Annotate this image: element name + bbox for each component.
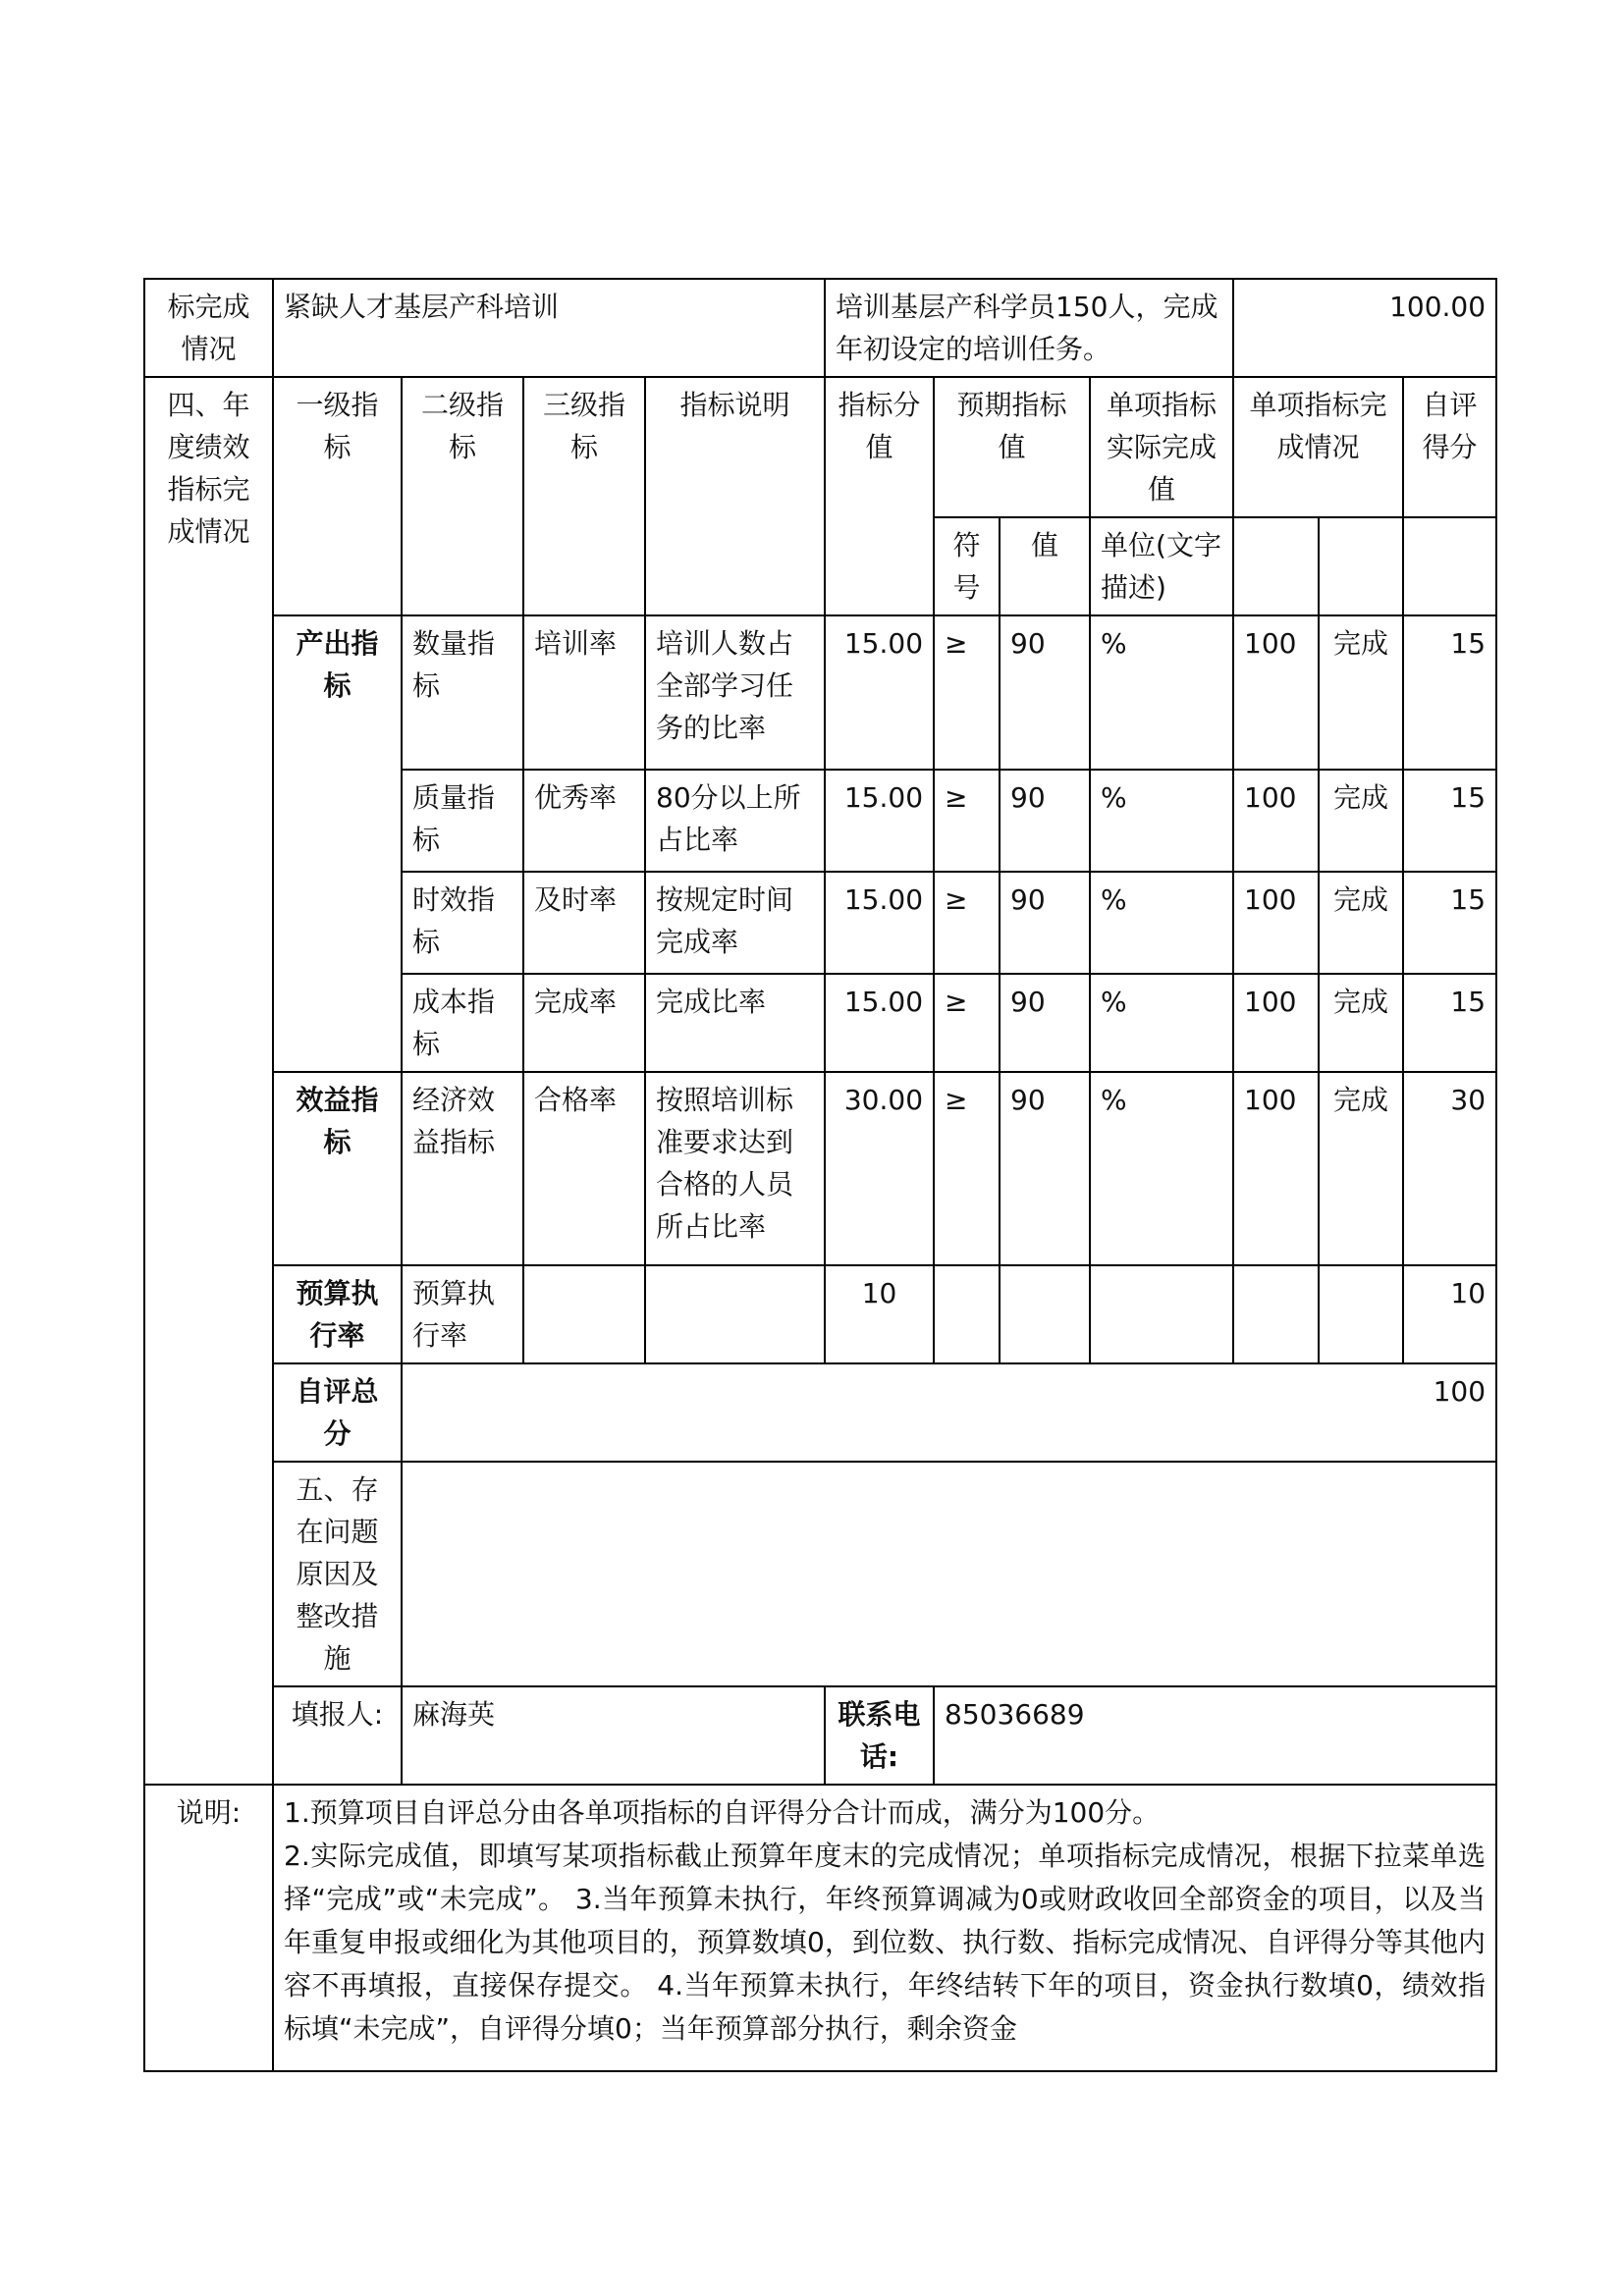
empty-cell	[1233, 1265, 1319, 1363]
table-row	[144, 1072, 1496, 1265]
budget-indicator-label: 预算执行率	[273, 1265, 402, 1363]
self-score-cell: 10	[1403, 1265, 1496, 1363]
self-score-cell: 15	[1403, 615, 1496, 770]
self-score-cell: 15	[1403, 770, 1496, 872]
header-symbol: 符号	[934, 517, 1000, 615]
level2-cell: 时效指标	[402, 872, 523, 974]
score-cell: 15.00	[825, 974, 934, 1072]
performance-table	[143, 278, 1497, 2072]
header-score-value: 指标分值	[825, 377, 934, 615]
symbol-cell: ≥	[934, 1072, 1000, 1265]
filler-row	[144, 1686, 1496, 1785]
header-level1: 一级指标	[273, 377, 402, 615]
note-line-1: 1.预算项目自评总分由各单项指标的自评得分合计而成，满分为100分。	[284, 1796, 1161, 1829]
unit-cell: %	[1090, 872, 1233, 974]
header-empty-2	[1319, 517, 1403, 615]
symbol-cell: ≥	[934, 974, 1000, 1072]
project-name: 紧缺人才基层产科培训	[273, 279, 825, 377]
unit-cell: %	[1090, 1072, 1233, 1265]
level3-cell: 完成率	[523, 974, 645, 1072]
desc-cell: 80分以上所占比率	[645, 770, 825, 872]
total-label: 自评总分	[273, 1363, 402, 1462]
section5-content	[402, 1462, 1496, 1686]
notes-label: 说明:	[144, 1785, 273, 2071]
score-cell: 15.00	[825, 770, 934, 872]
benefit-indicator-label: 效益指标	[273, 1072, 402, 1265]
status-cell: 完成	[1319, 974, 1403, 1072]
unit-cell: %	[1090, 615, 1233, 770]
header-level3: 三级指标	[523, 377, 645, 615]
empty-cell	[934, 1265, 1000, 1363]
level3-cell: 合格率	[523, 1072, 645, 1265]
header-completion: 单项指标完成情况	[1233, 377, 1403, 517]
header-self-score: 自评得分	[1403, 377, 1496, 517]
score-cell: 30.00	[825, 1072, 934, 1265]
actual-cell: 100	[1233, 770, 1319, 872]
value-cell: 90	[1000, 974, 1090, 1072]
score-cell: 15.00	[825, 615, 934, 770]
unit-cell: %	[1090, 974, 1233, 1072]
desc-cell: 完成比率	[645, 974, 825, 1072]
score-cell: 15.00	[825, 872, 934, 974]
value-cell: 90	[1000, 615, 1090, 770]
symbol-cell: ≥	[934, 872, 1000, 974]
notes-content	[273, 1785, 1496, 2071]
empty-cell	[523, 1265, 645, 1363]
section5-label: 五、存在问题原因及整改措施	[273, 1462, 402, 1686]
level3-cell: 优秀率	[523, 770, 645, 872]
level3-cell: 及时率	[523, 872, 645, 974]
header-unit: 单位(文字描述)	[1090, 517, 1233, 615]
level3-cell: 培训率	[523, 615, 645, 770]
total-value: 100	[402, 1363, 1496, 1462]
status-cell: 完成	[1319, 872, 1403, 974]
section4-label: 四、年度绩效指标完成情况	[144, 377, 273, 1785]
level2-cell: 经济效益指标	[402, 1072, 523, 1265]
project-description: 培训基层产科学员150人，完成年初设定的培训任务。	[825, 279, 1233, 377]
status-cell: 完成	[1319, 1072, 1403, 1265]
top-row	[144, 279, 1496, 377]
header-expected: 预期指标值	[934, 377, 1090, 517]
actual-cell: 100	[1233, 615, 1319, 770]
header-empty-1	[1233, 517, 1319, 615]
value-cell: 90	[1000, 872, 1090, 974]
total-row	[144, 1363, 1496, 1462]
unit-cell: %	[1090, 770, 1233, 872]
value-cell: 90	[1000, 770, 1090, 872]
desc-cell: 按规定时间完成率	[645, 872, 825, 974]
self-score-cell: 15	[1403, 974, 1496, 1072]
header-value: 值	[1000, 517, 1090, 615]
level2-cell: 成本指标	[402, 974, 523, 1072]
desc-cell: 按照培训标准要求达到合格的人员所占比率	[645, 1072, 825, 1265]
self-score-cell: 15	[1403, 872, 1496, 974]
empty-cell	[1000, 1265, 1090, 1363]
header-empty-3	[1403, 517, 1496, 615]
header-level2: 二级指标	[402, 377, 523, 615]
output-indicator-label: 产出指标	[273, 615, 402, 1072]
actual-cell: 100	[1233, 974, 1319, 1072]
phone-value: 85036689	[934, 1686, 1496, 1785]
empty-cell	[1319, 1265, 1403, 1363]
level2-cell: 质量指标	[402, 770, 523, 872]
issues-row	[144, 1462, 1496, 1686]
notes-row	[144, 1785, 1496, 2071]
project-score: 100.00	[1233, 279, 1496, 377]
header-actual: 单项指标实际完成值	[1090, 377, 1233, 517]
filler-label: 填报人:	[273, 1686, 402, 1785]
budget-row	[144, 1265, 1496, 1363]
desc-cell: 培训人数占全部学习任务的比率	[645, 615, 825, 770]
symbol-cell: ≥	[934, 615, 1000, 770]
header-row	[144, 377, 1496, 517]
actual-cell: 100	[1233, 872, 1319, 974]
actual-cell: 100	[1233, 1072, 1319, 1265]
symbol-cell: ≥	[934, 770, 1000, 872]
status-cell: 完成	[1319, 770, 1403, 872]
empty-cell	[645, 1265, 825, 1363]
value-cell: 90	[1000, 1072, 1090, 1265]
status-cell: 完成	[1319, 615, 1403, 770]
note-line-2: 2.实际完成值，即填写某项指标截止预算年度末的完成情况；单项指标完成情况，根据下拉菜单选择“完成”或“未完成”。 3.当年预算未执行，年终预算调减为0或财政收回全部资金的项目，以及当年重复申报或细化为其他项目的，预算数填0，到位数、执行数、指标完成情况、自评得分等其他内容不再填报，直接保存提交。 4.当年预算未执行，年终结转下年的项目，资金执行数填0，绩效指标填“未完成”，自评得分填0；当年预算部分执行，剩余资金	[284, 1840, 1487, 2045]
filler-name: 麻海英	[402, 1686, 825, 1785]
level2-cell: 数量指标	[402, 615, 523, 770]
header-desc: 指标说明	[645, 377, 825, 615]
empty-cell	[1090, 1265, 1233, 1363]
score-cell: 10	[825, 1265, 934, 1363]
table-row	[144, 615, 1496, 770]
level2-cell: 预算执行率	[402, 1265, 523, 1363]
phone-label: 联系电话:	[825, 1686, 934, 1785]
self-score-cell: 30	[1403, 1072, 1496, 1265]
top-row-label: 标完成情况	[144, 279, 273, 377]
